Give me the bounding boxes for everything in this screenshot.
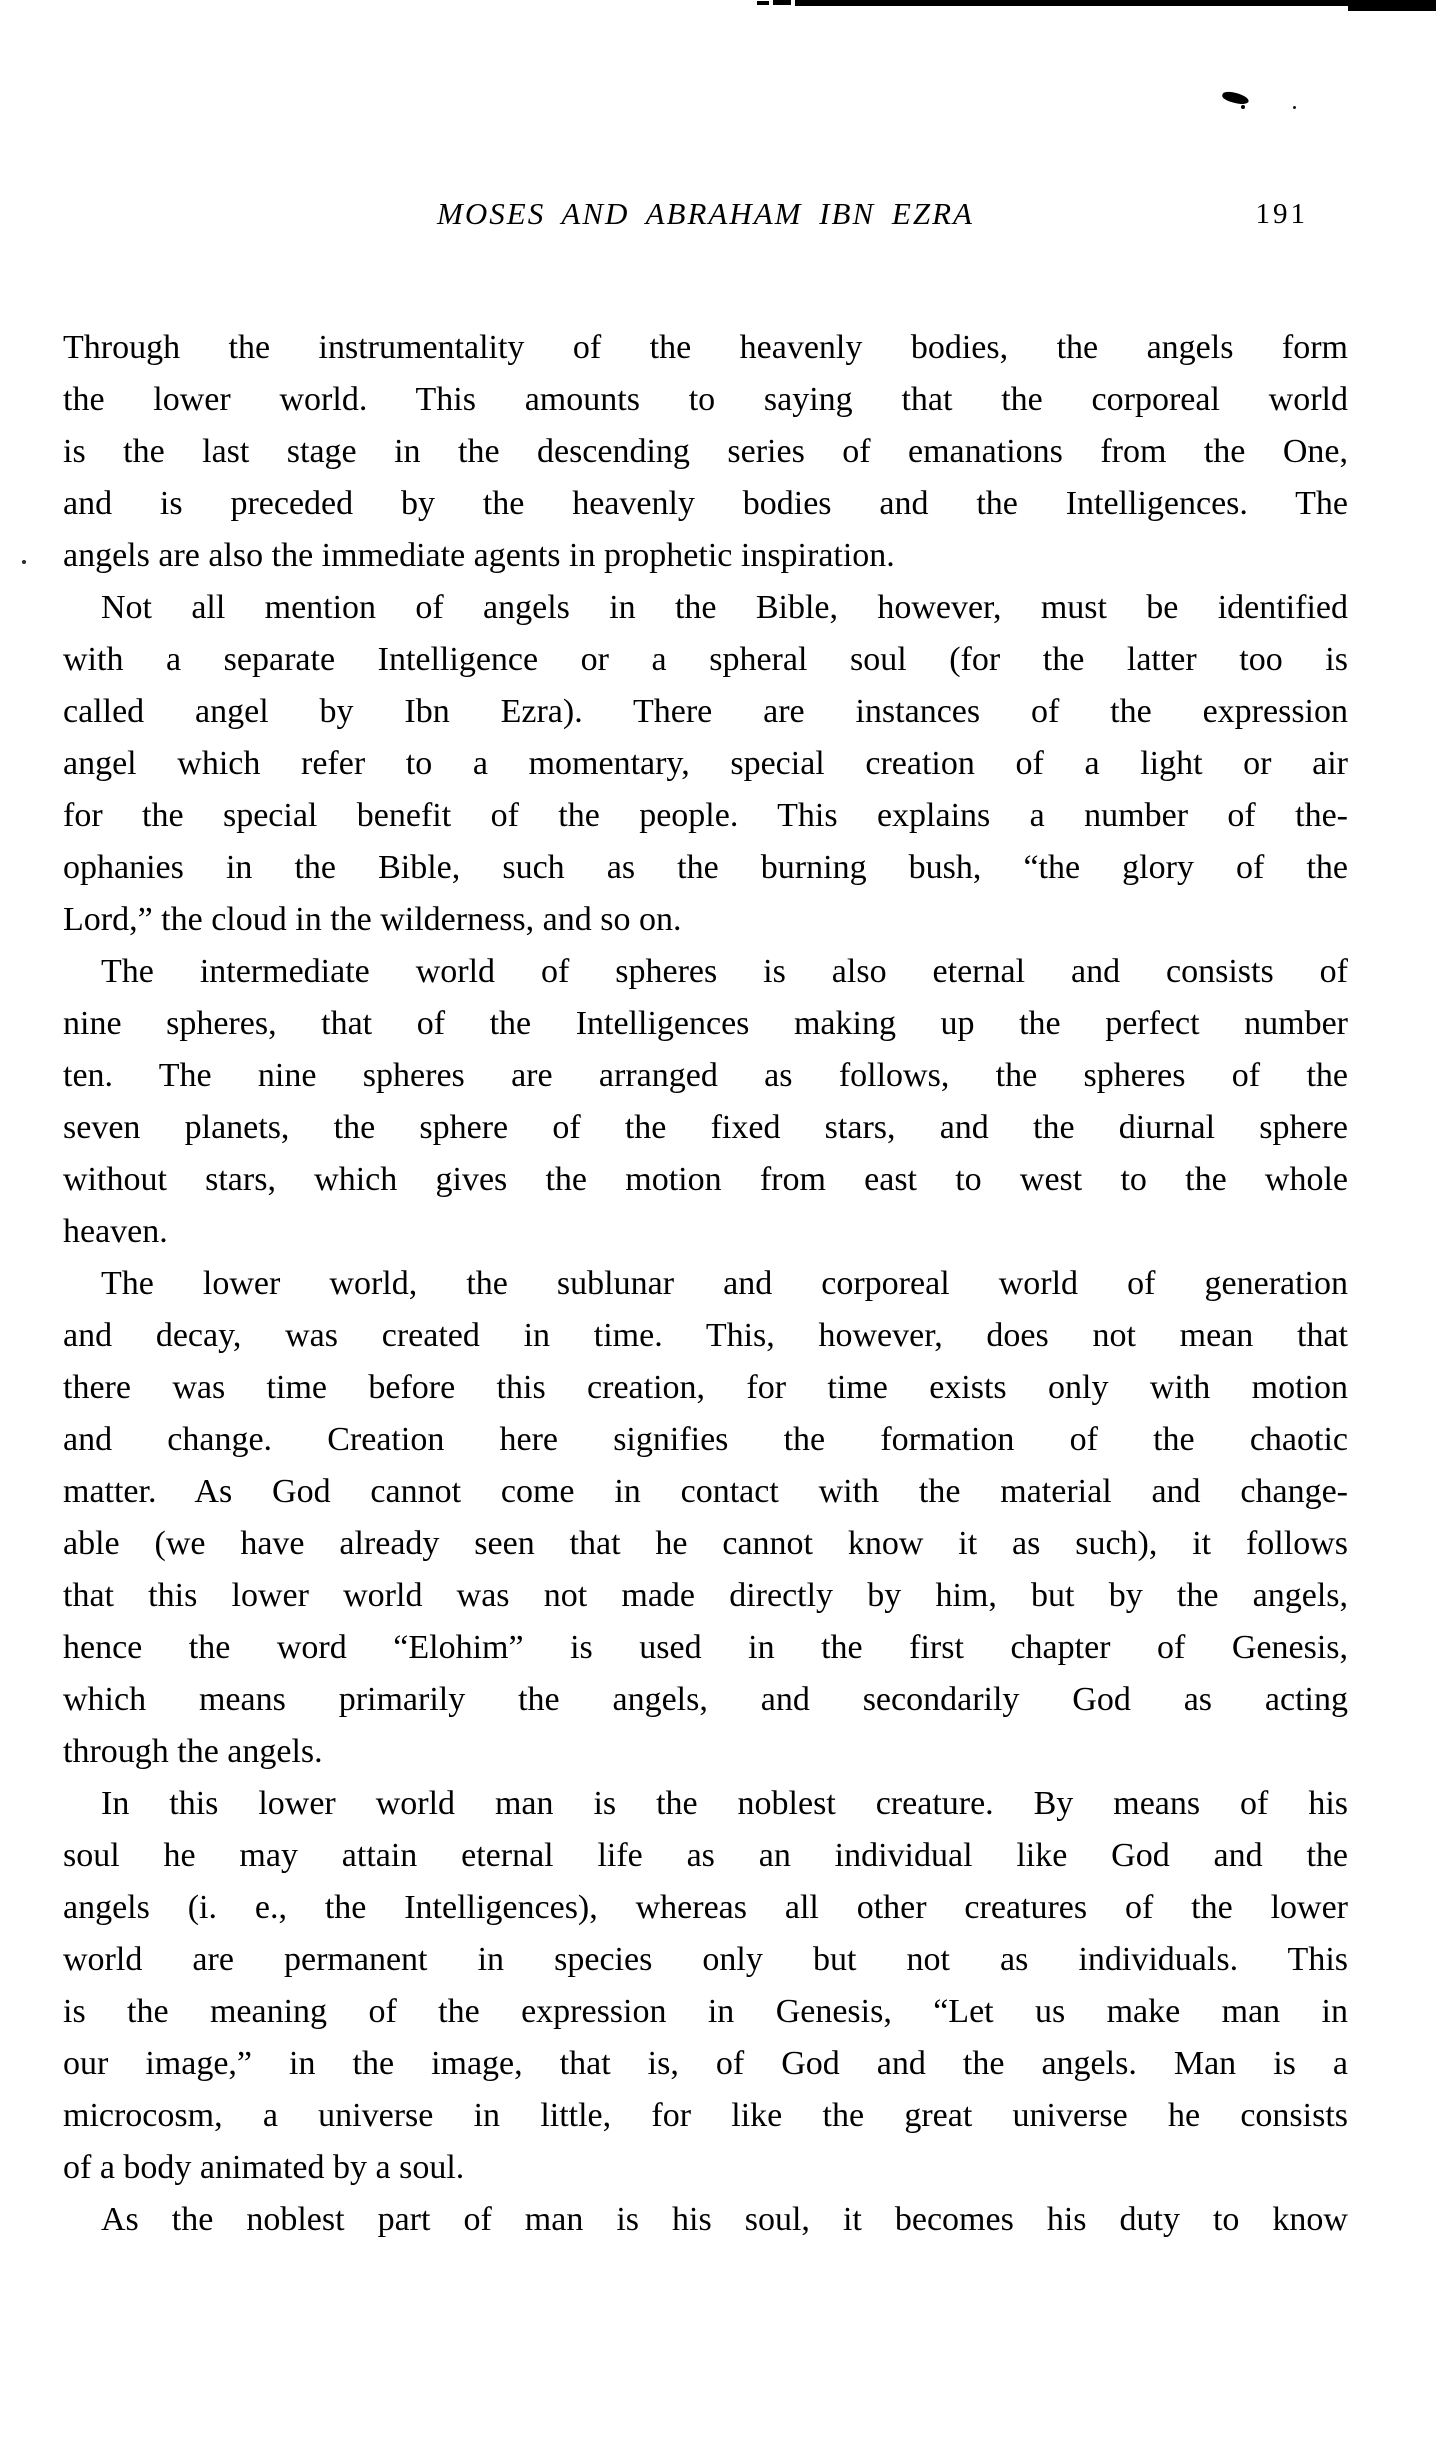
- paragraph: [63, 582, 1348, 946]
- text-line: angels are also the immediate agents in prophetic inspiration.: [63, 537, 895, 574]
- text-line: and decay, was created in time. This, however, does not mean that: [63, 1317, 1348, 1354]
- text-line: world are permanent in species only but not as individuals. This: [63, 1941, 1348, 1978]
- text-line: ophanies in the Bible, such as the burning bush, “the glory of the: [63, 849, 1348, 886]
- text-line: heaven.: [63, 1213, 168, 1250]
- paragraph: [63, 2194, 1348, 2246]
- running-head: [63, 196, 1348, 244]
- text-line: ten. The nine spheres are arranged as follows, the spheres of the: [63, 1057, 1348, 1094]
- ink-smudge: [1221, 90, 1250, 106]
- text-line: soul he may attain eternal life as an individual like God and the: [63, 1837, 1348, 1874]
- scan-artifact-dash: [757, 1, 769, 5]
- text-line: is the meaning of the expression in Genesis, “Let us make man in: [63, 1993, 1348, 2030]
- text-line: without stars, which gives the motion from east to west to the whole: [63, 1161, 1348, 1198]
- text-line: and change. Creation here signifies the formation of the chaotic: [63, 1421, 1348, 1458]
- text-line: through the angels.: [63, 1733, 323, 1770]
- text-line: seven planets, the sphere of the fixed stars, and the diurnal sphere: [63, 1109, 1348, 1146]
- text-line: As the noblest part of man is his soul, it becomes his duty to know: [101, 2201, 1348, 2238]
- text-line: the lower world. This amounts to saying that the corporeal world: [63, 381, 1348, 418]
- scan-artifact-dash: [773, 0, 791, 5]
- text-line: there was time before this creation, for time exists only with motion: [63, 1369, 1348, 1406]
- running-title: MOSES AND ABRAHAM IBN EZRA: [437, 196, 974, 231]
- text-line: microcosm, a universe in little, for like the great universe he consists: [63, 2097, 1348, 2134]
- text-line: of a body animated by a soul.: [63, 2149, 465, 2186]
- scan-artifact-top-bar: [795, 0, 1436, 6]
- text-line: that this lower world was not made directly by him, but by the angels,: [63, 1577, 1348, 1614]
- text-line: Through the instrumentality of the heavenly bodies, the angels form: [63, 329, 1348, 366]
- paragraph: [63, 1258, 1348, 1778]
- text-line: nine spheres, that of the Intelligences making up the perfect number: [63, 1005, 1348, 1042]
- text-line: angel which refer to a momentary, special creation of a light or air: [63, 745, 1348, 782]
- text-line: matter. As God cannot come in contact with the material and change-: [63, 1473, 1348, 1510]
- ink-speck: [1293, 106, 1296, 109]
- text-line: The lower world, the sublunar and corporeal world of generation: [101, 1265, 1348, 1302]
- text-line: and is preceded by the heavenly bodies and the Intelligences. The: [63, 485, 1348, 522]
- ink-speck: [1241, 105, 1245, 109]
- text-line: The intermediate world of spheres is also eternal and consists of: [101, 953, 1348, 990]
- text-line: for the special benefit of the people. This explains a number of the-: [63, 797, 1348, 834]
- text-line: is the last stage in the descending series of emanations from the One,: [63, 433, 1348, 470]
- paragraph: [63, 1778, 1348, 2194]
- text-line: In this lower world man is the noblest creature. By means of his: [101, 1785, 1348, 1822]
- page-body: [63, 322, 1348, 2246]
- text-line: which means primarily the angels, and secondarily God as acting: [63, 1681, 1348, 1718]
- text-line: angels (i. e., the Intelligences), whereas all other creatures of the lower: [63, 1889, 1348, 1926]
- text-line: able (we have already seen that he cannot know it as such), it follows: [63, 1525, 1348, 1562]
- text-line: with a separate Intelligence or a spheral soul (for the latter too is: [63, 641, 1348, 678]
- text-line: hence the word “Elohim” is used in the first chapter of Genesis,: [63, 1629, 1348, 1666]
- text-line: Lord,” the cloud in the wilderness, and so on.: [63, 901, 682, 938]
- paragraph: [63, 946, 1348, 1258]
- page-number: 191: [1255, 198, 1308, 230]
- ink-speck: [22, 560, 26, 564]
- text-line: our image,” in the image, that is, of God and the angels. Man is a: [63, 2045, 1348, 2082]
- text-line: called angel by Ibn Ezra). There are instances of the expression: [63, 693, 1348, 730]
- paragraph: [63, 322, 1348, 582]
- scan-artifact-top-bar-thick-end: [1348, 0, 1436, 11]
- text-line: Not all mention of angels in the Bible, however, must be identified: [101, 589, 1348, 626]
